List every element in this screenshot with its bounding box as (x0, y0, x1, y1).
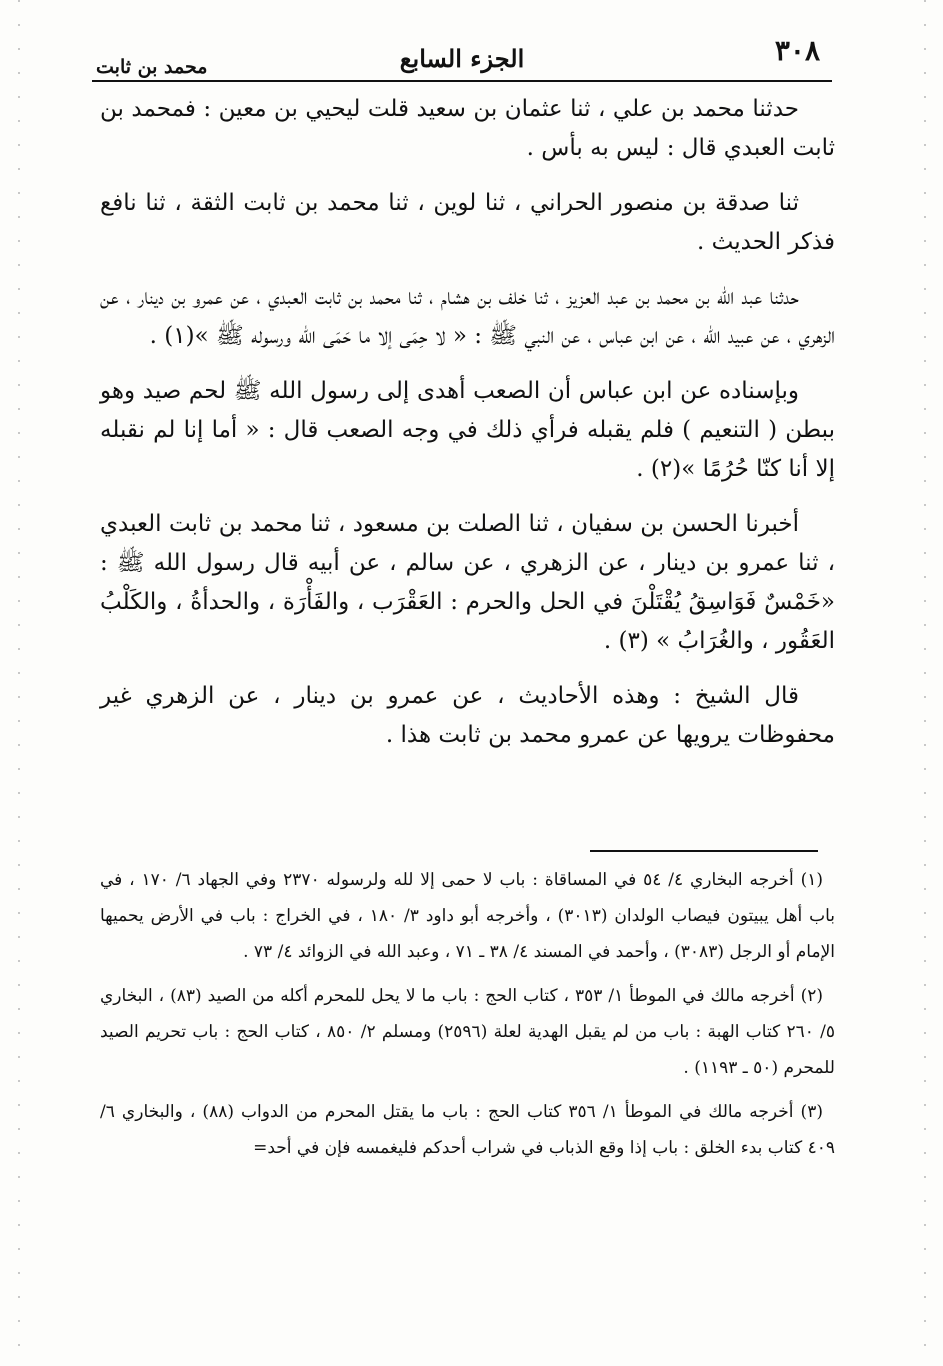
scan-edge-left (18, 0, 20, 1366)
scan-edge-right (924, 0, 926, 1366)
footnote: (١) أخرجه البخاري ٤/ ٥٤ في المساقاة : باب لا حمى إلا لله ولرسوله ٢٣٧٠ وفي الجهاد ٦/ ١٧٠ ، في باب أهل يبيتون فيصاب الولدان (٣٠١٣) ، وأخرجه أبو داود ٣/ ١٨٠ ، في الخراج : باب في الأرض يحميها الإمام أو الرجل (٣٠٨٣) ، وأحمد في المسند ٤/ ٣٨ ـ ٧١ ، وعبد الله في الزوائد ٤/ ٧٣ . (100, 870, 835, 962)
footnotes (100, 862, 835, 1174)
footnote: (٣) أخرجه مالك في الموطأ ١/ ٣٥٦ كتاب الحج : باب ما يقتل المحرم من الدواب (٨٨) ، والبخاري ٦/ ٤٠٩ كتاب بدء الخلق : باب إذا وقع الذباب في شراب أحدكم فليغمسه فإن في أحد= (100, 1102, 835, 1158)
running-head-author: محمد بن ثابت (96, 56, 208, 78)
volume-title: الجزء السابع (399, 44, 525, 73)
page-header (92, 30, 832, 82)
paragraph: قال الشيخ : وهذه الأحاديث ، عن عمرو بن دينار ، عن الزهري غير محفوظات يرويها عن عمرو محمد بن ثابت هذا . (100, 683, 835, 748)
paragraph: وبإسناده عن ابن عباس أن الصعب أهدى إلى رسول الله ﷺ لحم صيد وهو ببطن ( التنعيم ) فلم يقبله فرأي ذلك في وجه الصعب قال : « أما إنا لم نقبله إلا أنا كنّا حُرُمًا »(٢) . (100, 378, 835, 482)
paragraph: أخبرنا الحسن بن سفيان ، ثنا الصلت بن مسعود ، ثنا محمد بن ثابت العبدي ، ثنا عمرو بن دينار ، عن الزهري ، عن سالم ، عن أبيه قال رسول الله ﷺ : «خَمْسٌ فَوَاسِقُ يُقْتَلْنَ في الحل والحرم : العَقْرَب ، والفَأْرَة ، والحدأةُ ، والكَلْبُ العَقُور ، والغُرَابُ » (٣) . (100, 511, 835, 654)
main-text (100, 90, 835, 771)
footnote: (٢) أخرجه مالك في الموطأ ١/ ٣٥٣ ، كتاب الحج : باب ما لا يحل للمحرم أكله من الصيد (٨٣) ، البخاري ٥/ ٢٦٠ كتاب الهبة : باب من لم يقبل الهدية لعلة (٢٥٩٦) ومسلم ٢/ ٨٥٠ ، كتاب الحج : باب تحريم الصيد للمحرم (٥٠ ـ ١١٩٣) . (100, 986, 835, 1078)
paragraph: حدثنا عبد الله بن محمد بن عبد العزيز ، ثنا خلف بن هشام ، ثنا محمد بن ثابت العبدي ، عن عمرو بن دينار ، عن الزهري ، عن عبيد الله ، عن ابن عباس ، عن النبي ﷺ : « لا حِمَى إلا ما حَمَى الله ورسوله ﷺ »(١) . (100, 284, 835, 349)
page-number: ٣٠٨ (774, 34, 820, 67)
paragraph: ثنا صدقة بن منصور الحراني ، ثنا لوين ، ثنا محمد بن ثابت الثقة ، ثنا نافع فذكر الحديث . (100, 190, 835, 255)
paragraph: حدثنا محمد بن علي ، ثنا عثمان بن سعيد قلت ليحيي بن معين : فمحمد بن ثابت العبدي قال : ليس به بأس . (100, 96, 835, 161)
footnote-separator (590, 850, 818, 852)
